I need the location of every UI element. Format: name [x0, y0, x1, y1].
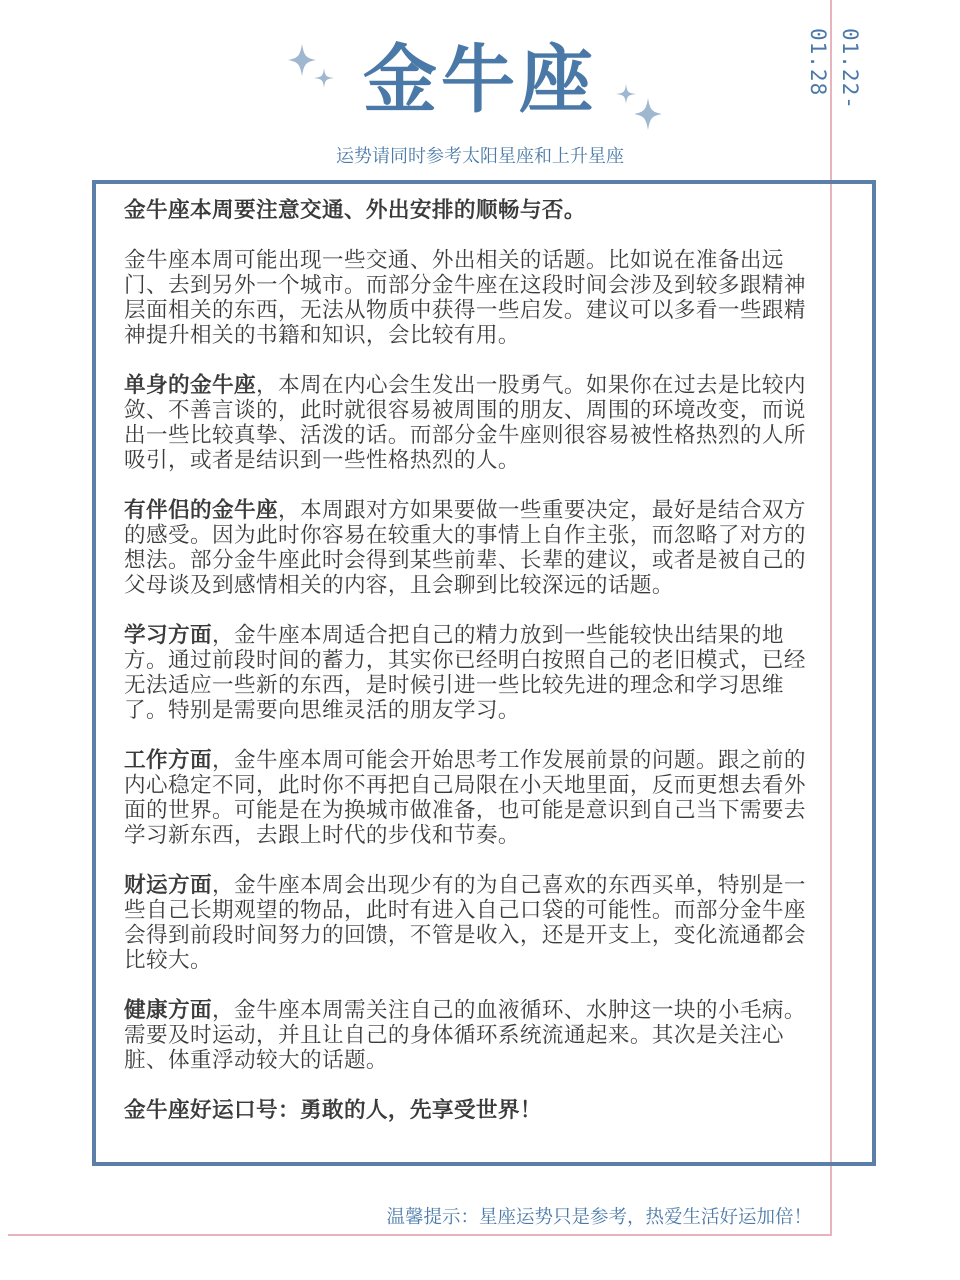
section-lead: 单身的金牛座 — [124, 373, 256, 398]
section-lead: 学习方面 — [124, 623, 212, 648]
date-range: 01.22-01.28 — [806, 28, 862, 110]
section-text: ，本周在内心会生发出一股勇气。如果你在过去是比较内敛、不善言谈的，此时就很容易被周围的朋友、周围的环境改变，而说出一些比较真挚、活泼的话。而部分金牛座则很容易被性格热烈的人所吸引，或者是结识到一些性格热烈的人。 — [124, 373, 806, 473]
section-lead: 有伴侣的金牛座 — [124, 498, 278, 523]
pink-horizontal-line — [8, 1234, 832, 1236]
section-text: ，金牛座本周可能会开始思考工作发展前景的问题。跟之前的内心稳定不同，此时你不再把自己局限在小天地里面，反而更想去看外面的世界。可能是在为换城市做准备，也可能是意识到自己当下需要去学习新东西，去跟上时代的步伐和节奏。 — [124, 748, 806, 848]
section-study — [124, 623, 822, 723]
section-lead: 工作方面 — [124, 748, 212, 773]
horoscope-content — [124, 198, 822, 1123]
page-subtitle: 运势请同时参考太阳星座和上升星座 — [336, 146, 624, 167]
section-wealth — [124, 873, 822, 973]
section-couple — [124, 498, 822, 598]
section-lead: 财运方面 — [124, 873, 212, 898]
section-single — [124, 373, 822, 473]
slogan: 金牛座好运口号：勇敢的人，先享受世界！ — [124, 1098, 542, 1123]
page-title: 金牛座 — [363, 37, 597, 123]
footer-tip: 温馨提示：星座运势只是参考，热爱生活好运加倍！ — [386, 1207, 812, 1228]
section-work — [124, 748, 822, 848]
intro-paragraph: 金牛座本周可能出现一些交通、外出相关的话题。比如说在准备出远门、去到另外一个城市。而部分金牛座在这段时间会涉及到较多跟精神层面相关的东西，无法从物质中获得一些启发。建议可以多看一些跟精神提升相关的书籍和知识，会比较有用。 — [124, 248, 806, 348]
section-lead: 健康方面 — [124, 998, 212, 1023]
section-text: ，金牛座本周适合把自己的精力放到一些能较快出结果的地方。通过前段时间的蓄力，其实你已经明白按照自己的老旧模式，已经无法适应一些新的东西，是时候引进一些比较先进的理念和学习思维了。特别是需要向思维灵活的朋友学习。 — [124, 623, 806, 723]
content-frame — [92, 180, 876, 1166]
section-health — [124, 998, 822, 1073]
section-text: ，金牛座本周会出现少有的为自己喜欢的东西买单，特别是一些自己长期观望的物品，此时有进入自己口袋的可能性。而部分金牛座会得到前段时间努力的回馈，不管是收入，还是开支上，变化流通都会比较大。 — [124, 873, 806, 973]
section-text: ，金牛座本周需关注自己的血液循环、水肿这一块的小毛病。需要及时运动，并且让自己的身体循环系统流通起来。其次是关注心脏、体重浮动较大的话题。 — [124, 998, 806, 1073]
section-text: ，本周跟对方如果要做一些重要决定，最好是结合双方的感受。因为此时你容易在较重大的事情上自作主张，而忽略了对方的想法。部分金牛座此时会得到某些前辈、长辈的建议，或者是被自己的父母谈及到感情相关的内容，且会聊到比较深远的话题。 — [124, 498, 806, 598]
headline: 金牛座本周要注意交通、外出安排的顺畅与否。 — [124, 198, 586, 223]
